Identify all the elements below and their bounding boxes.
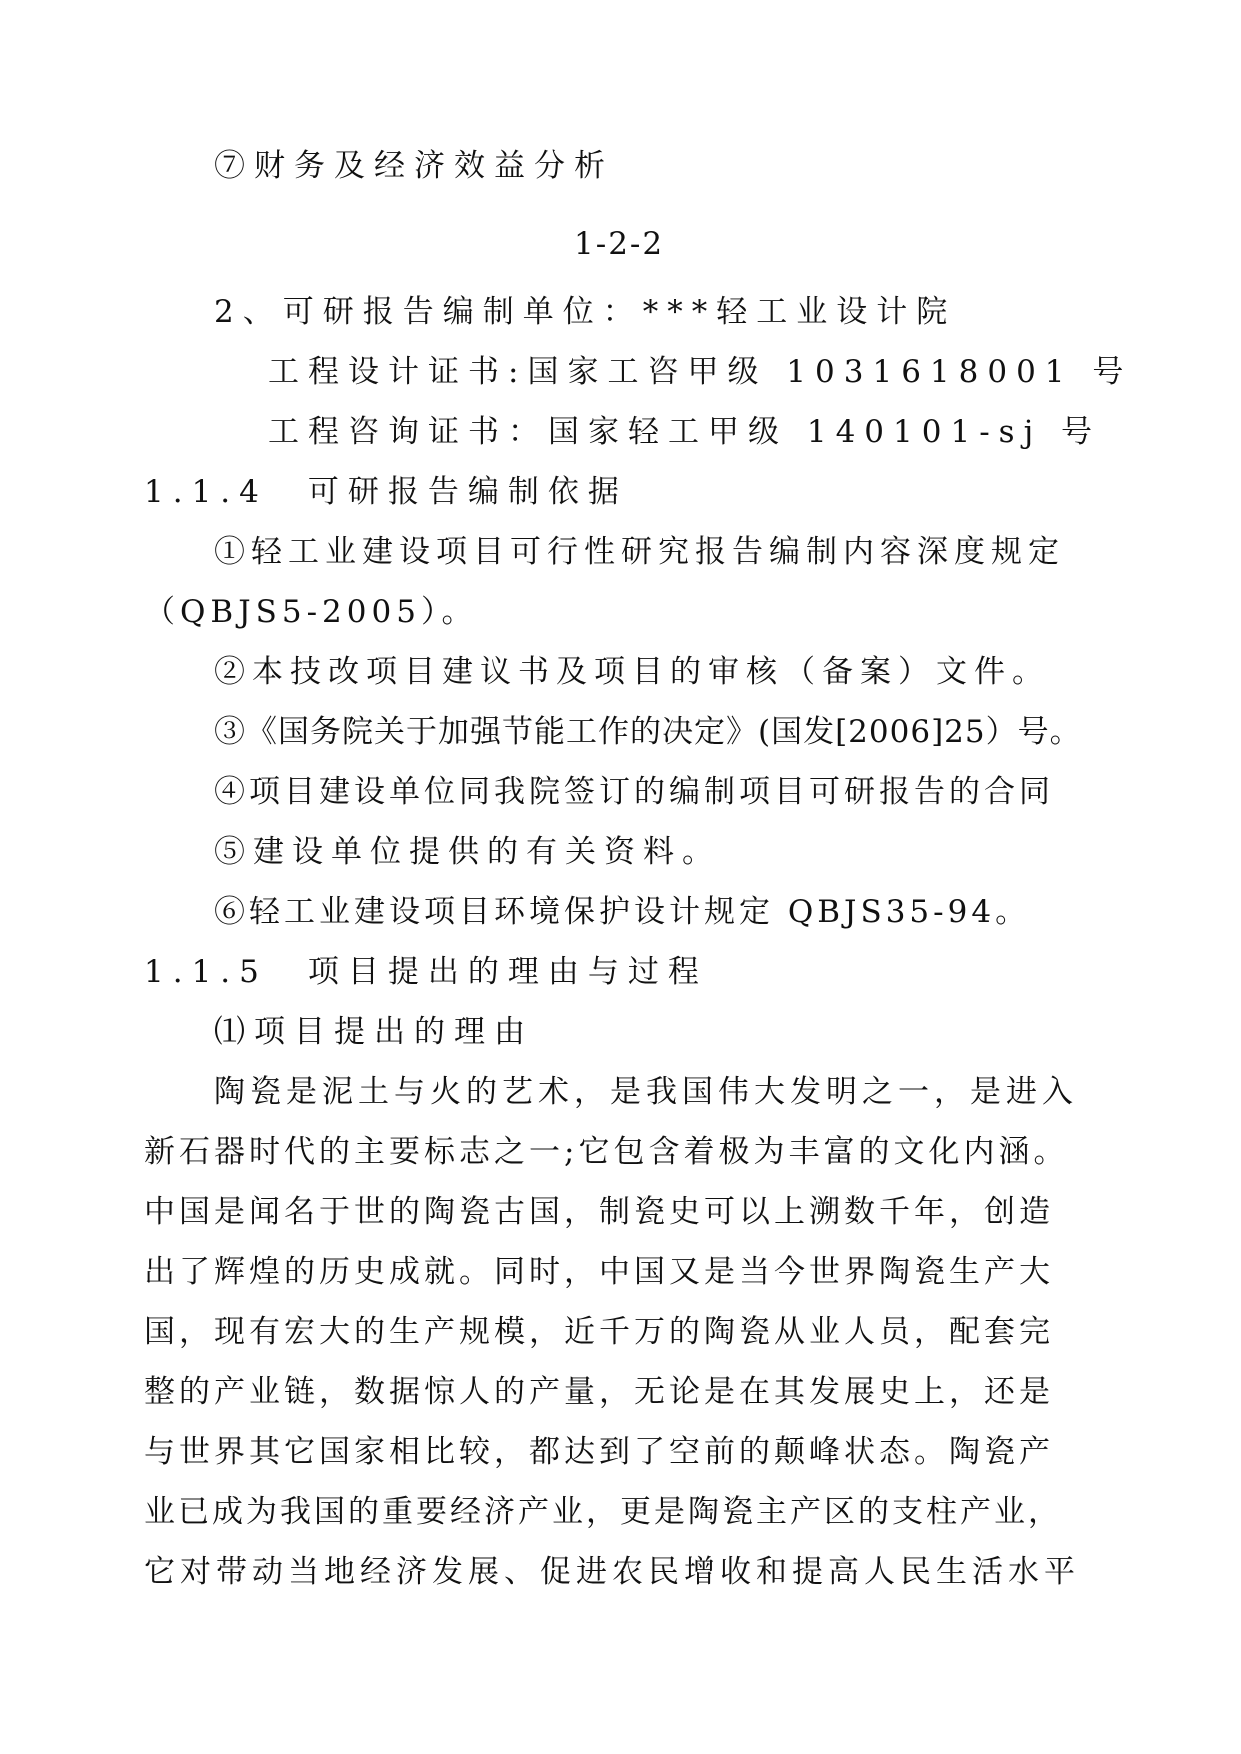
basis-item-4: ④项目建设单位同我院签订的编制项目可研报告的合同 [214, 774, 1054, 810]
paragraph-line: 出了辉煌的历史成就。同时，中国又是当今世界陶瓷生产大 [144, 1254, 1054, 1290]
basis-item-6: ⑥轻工业建设项目环境保护设计规定 QBJS35-94。 [214, 894, 1031, 930]
consulting-certificate: 工程咨询证书：国家轻工甲级 140101-sj 号 [268, 414, 1102, 450]
section-heading-1-1-5: 1.1.5 项目提出的理由与过程 [144, 954, 708, 990]
paragraph-line: 中国是闻名于世的陶瓷古国，制瓷史可以上溯数千年，创造 [144, 1194, 1054, 1230]
subsection-heading-reason: ⑴项目提出的理由 [214, 1014, 534, 1050]
paragraph-line: 业已成为我国的重要经济产业，更是陶瓷主产区的支柱产业， [144, 1494, 1062, 1530]
paragraph-line: 国，现有宏大的生产规模，近千万的陶瓷从业人员，配套完 [144, 1314, 1054, 1350]
basis-item-5: ⑤建设单位提供的有关资料。 [214, 834, 721, 870]
basis-item-2: ②本技改项目建议书及项目的审核（备案）文件。 [214, 654, 1050, 690]
compiler-unit: 2、可研报告编制单位：***轻工业设计院 [214, 294, 957, 330]
page-number: 1-2-2 [574, 226, 665, 262]
paragraph-line: 新石器时代的主要标志之一;它包含着极为丰富的文化内涵。 [144, 1134, 1069, 1170]
paragraph-line: 陶瓷是泥土与火的艺术，是我国伟大发明之一，是进入 [214, 1074, 1078, 1110]
design-certificate: 工程设计证书:国家工咨甲级 1031618001 号 [268, 354, 1133, 390]
list-item-7: ⑦财务及经济效益分析 [214, 148, 614, 184]
paragraph-line: 与世界其它国家相比较，都达到了空前的颠峰状态。陶瓷产 [144, 1434, 1054, 1470]
paragraph-line: 整的产业链，数据惊人的产量，无论是在其发展史上，还是 [144, 1374, 1054, 1410]
paragraph-line: 它对带动当地经济发展、促进农民增收和提高人民生活水平 [144, 1554, 1080, 1590]
section-heading-1-1-4: 1.1.4 可研报告编制依据 [144, 474, 628, 510]
basis-item-1: ①轻工业建设项目可行性研究报告编制内容深度规定 [214, 534, 1065, 570]
basis-item-3: ③《国务院关于加强节能工作的决定》(国发[2006]25）号。 [214, 714, 1082, 750]
basis-item-1-cont: （QBJS5-2005）。 [144, 594, 478, 630]
